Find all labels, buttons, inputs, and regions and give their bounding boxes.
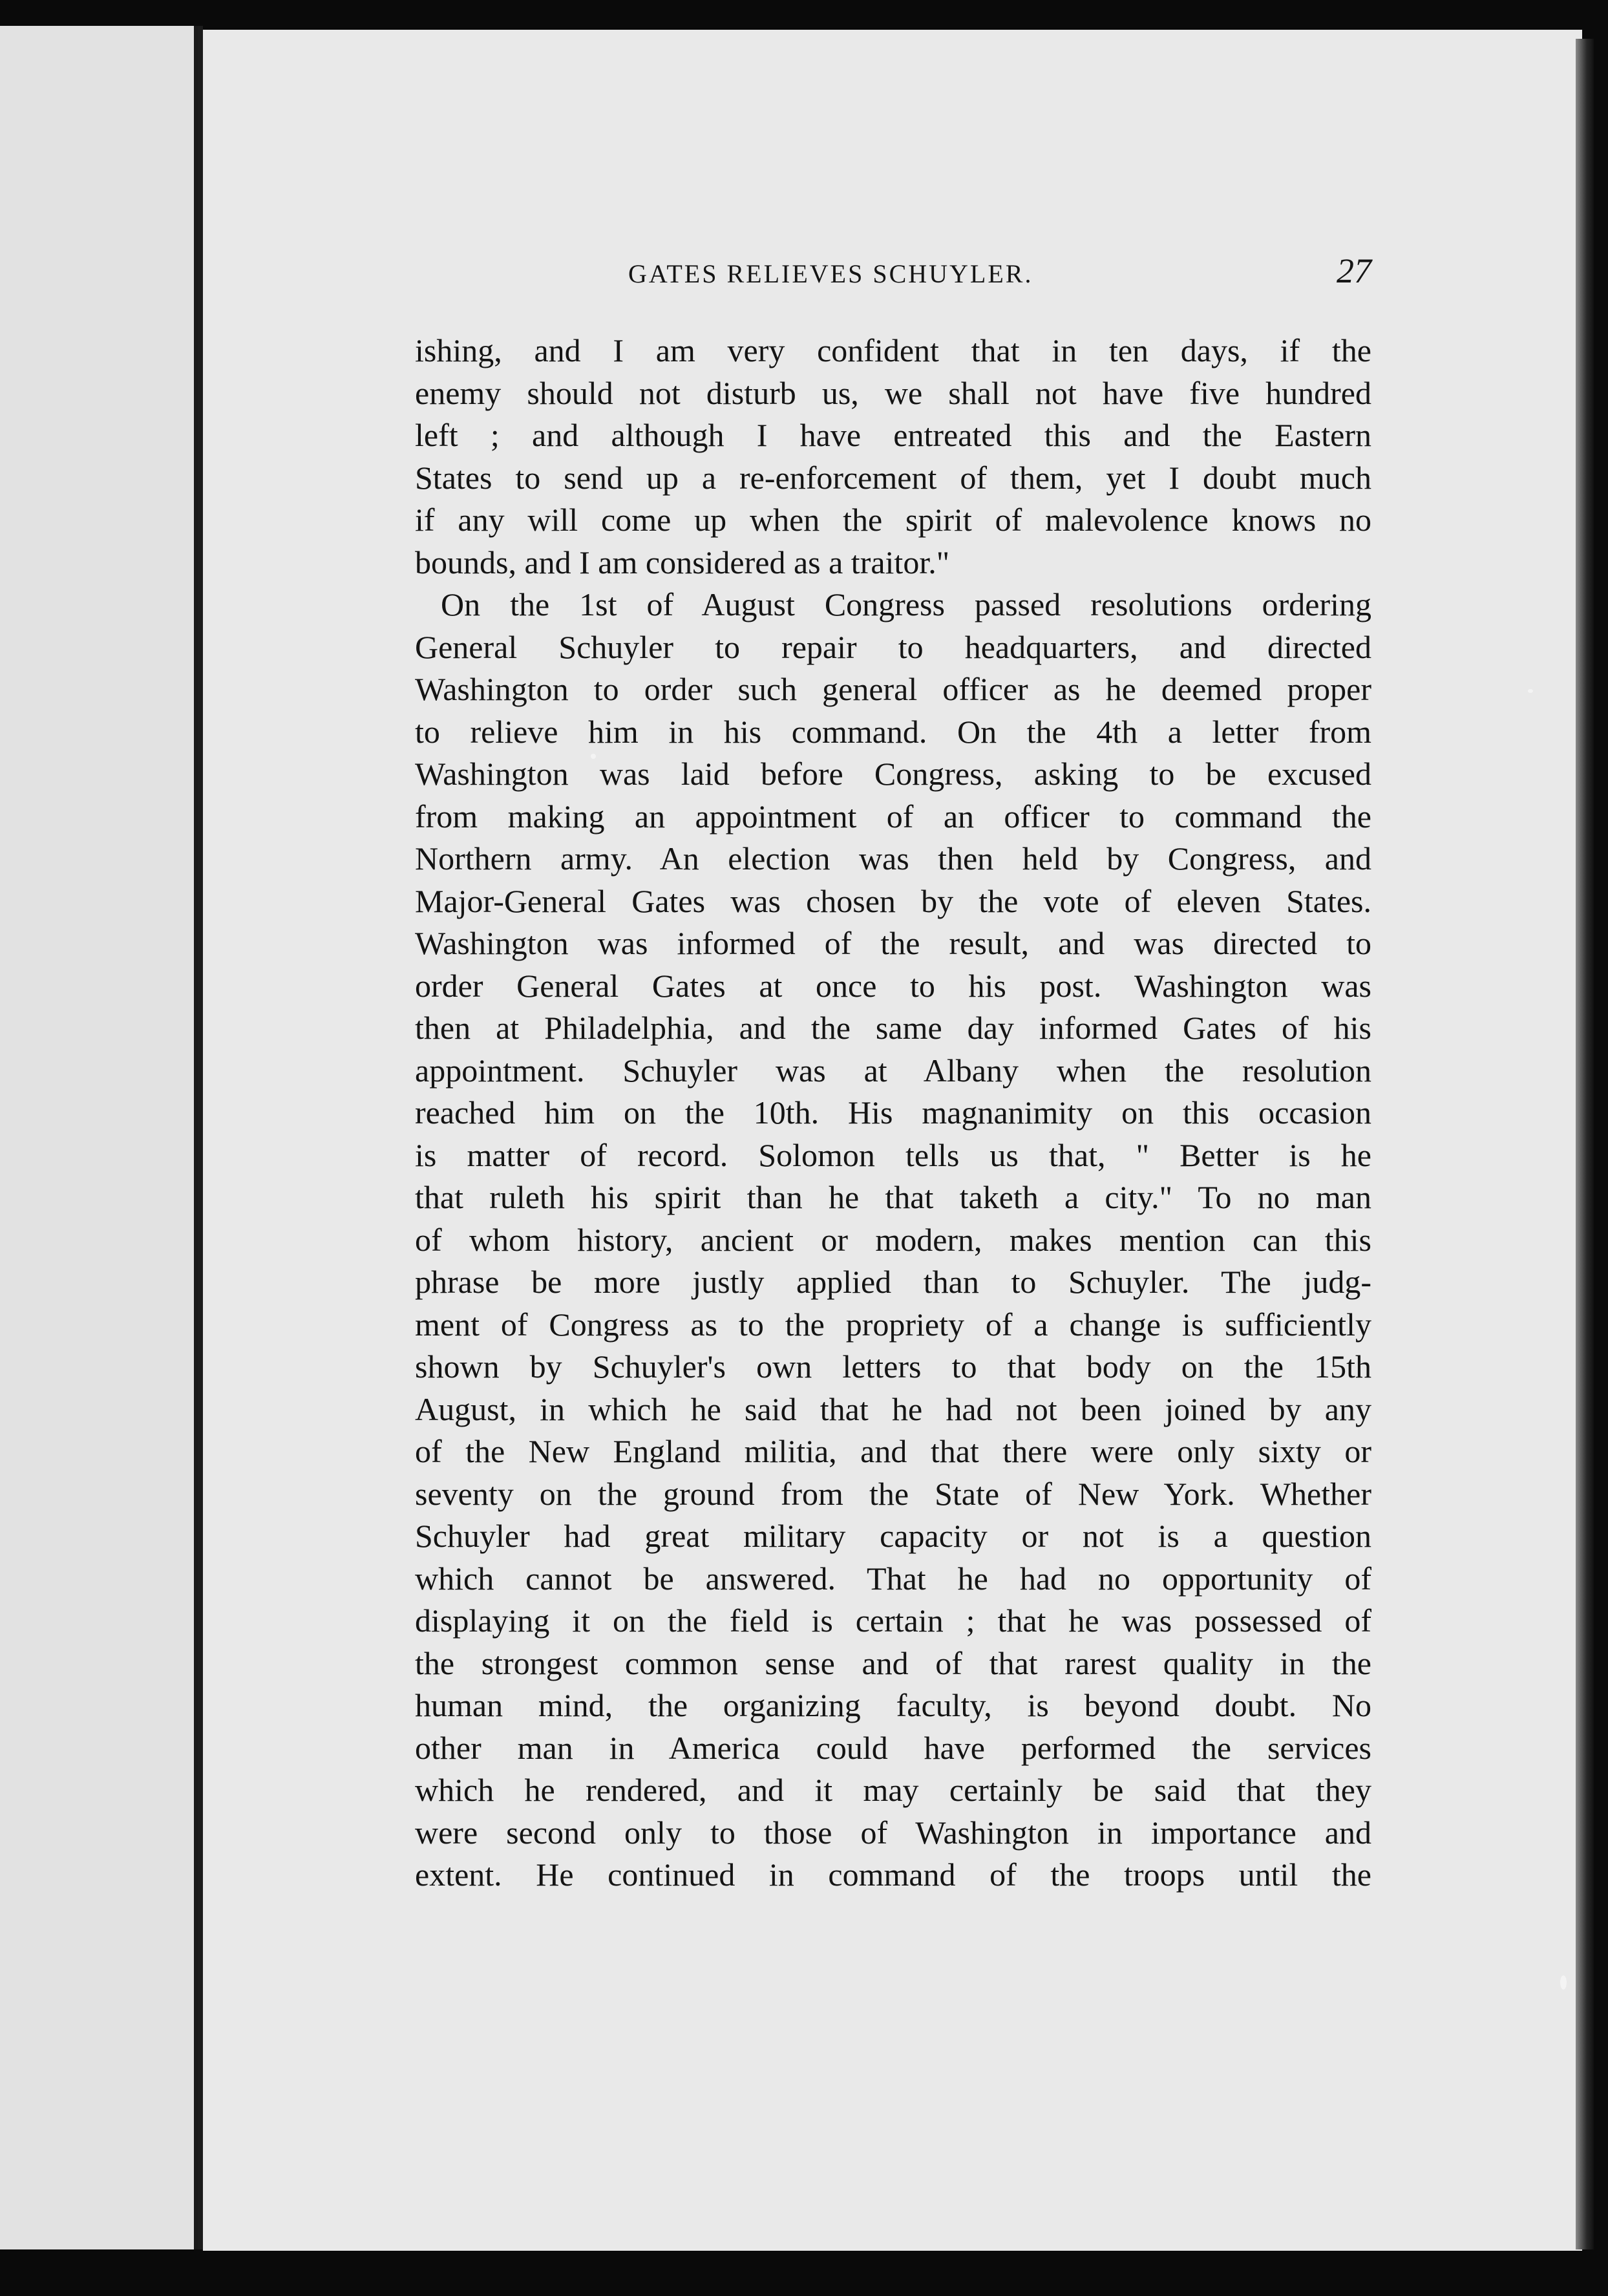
text-line: Major-General Gates was chosen by the vote of eleven States. (415, 882, 1371, 919)
text-line: bounds, and I am considered as a traitor." (415, 544, 950, 580)
text-line: displaying it on the field is certain ; that he was possessed of (415, 1602, 1371, 1639)
body-text (415, 330, 1371, 1897)
text-line: Washington was laid before Congress, asking to be excused (415, 756, 1371, 792)
text-line: if any will come up when the spirit of malevolence knows no (415, 502, 1371, 538)
text-line: order General Gates at once to his post. Washington was (415, 967, 1371, 1004)
text-line: then at Philadelphia, and the same day informed Gates of his (415, 1010, 1371, 1046)
text-line: of the New England militia, and that there were only sixty or (415, 1433, 1371, 1469)
text-line: of whom history, ancient or modern, makes mention can this (415, 1221, 1371, 1258)
text-line: Northern army. An election was then held by Congress, and (415, 840, 1371, 877)
text-line: ishing, and I am very confident that in ten days, if the (415, 332, 1371, 368)
text-line: to relieve him in his command. On the 4th a letter from (415, 713, 1371, 750)
text-line: Washington was informed of the result, and was directed to (415, 925, 1371, 961)
running-title: GATES RELIEVES SCHUYLER. (628, 259, 1033, 288)
facing-page-edge (0, 26, 198, 2249)
book-gutter (198, 26, 203, 2249)
page-edge-shadow (1576, 39, 1594, 2249)
text-line: Schuyler had great military capacity or not is a question (415, 1518, 1371, 1554)
text-line: On the 1st of August Congress passed resolutions ordering (441, 586, 1371, 622)
text-line: reached him on the 10th. His magnanimity on this occasion (415, 1094, 1371, 1131)
text-line: ment of Congress as to the propriety of a change is sufficiently (415, 1306, 1371, 1343)
text-line: enemy should not disturb us, we shall not have five hundred (415, 374, 1371, 411)
text-line: which he rendered, and it may certainly be said that they (415, 1772, 1371, 1808)
page-number: 27 (1337, 251, 1371, 290)
text-line: shown by Schuyler's own letters to that body on the 15th (415, 1348, 1371, 1385)
text-line: August, in which he said that he had not been joined by any (415, 1390, 1371, 1427)
text-line: extent. He continued in command of the troops until the (415, 1856, 1371, 1893)
text-line: human mind, the organizing faculty, is beyond doubt. No (415, 1687, 1371, 1723)
text-line: is matter of record. Solomon tells us that, " Better is he (415, 1136, 1371, 1173)
text-line: which cannot be answered. That he had no opportunity of (415, 1560, 1371, 1597)
text-line: phrase be more justly applied than to Schuyler. The judg- (415, 1264, 1371, 1300)
text-line: were second only to those of Washington in importance and (415, 1814, 1371, 1851)
text-line: from making an appointment of an officer to command the (415, 798, 1371, 834)
text-line: that ruleth his spirit than he that taketh a city." To no man (415, 1179, 1371, 1215)
paper-speck (1560, 1975, 1567, 1990)
text-line: Washington to order such general officer as he deemed proper (415, 671, 1371, 707)
text-line: seventy on the ground from the State of New York. Whether (415, 1475, 1371, 1512)
running-head (415, 251, 1371, 296)
text-line: States to send up a re-enforcement of them, yet I doubt much (415, 459, 1371, 496)
text-line: appointment. Schuyler was at Albany when the resolution (415, 1052, 1371, 1089)
text-line: the strongest common sense and of that rarest quality in the (415, 1644, 1371, 1681)
paper-speck (1528, 689, 1533, 693)
text-line: General Schuyler to repair to headquarters, and directed (415, 628, 1371, 665)
text-line: other man in America could have performed the services (415, 1729, 1371, 1766)
text-line: left ; and although I have entreated this and the Eastern (415, 417, 1371, 453)
